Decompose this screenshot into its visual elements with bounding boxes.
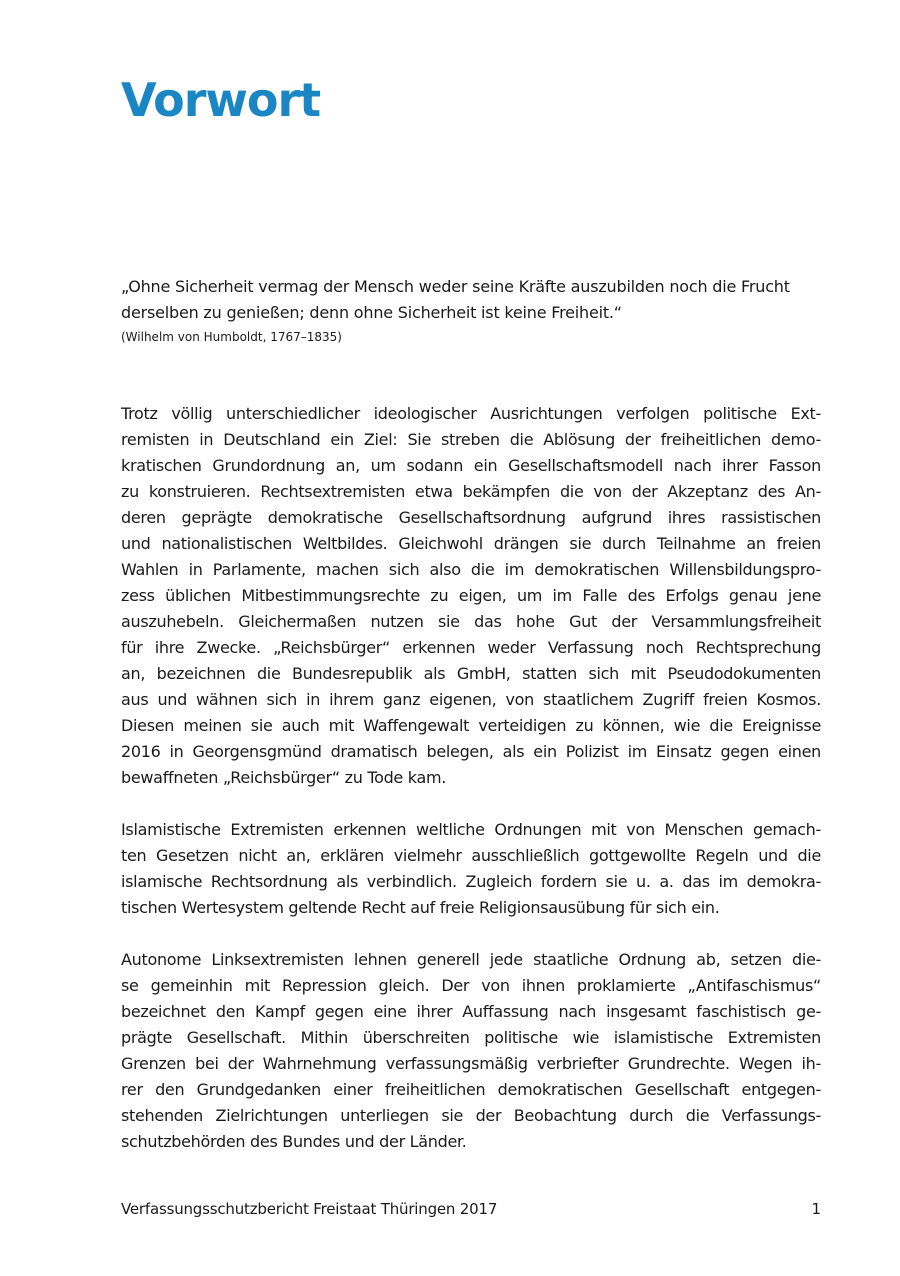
paragraph-1 [121,401,821,791]
page-footer [121,1198,821,1220]
text-line: kratischen Grundordnung an, um sodann ein Gesellschaftsmodell nach ihrer Fasson [121,456,821,475]
text-line: zu konstruieren. Rechtsextremisten etwa bekämpfen die von der Akzeptanz des An- [121,482,821,501]
text-line: Autonome Linksextremisten lehnen generell jede staatliche Ordnung ab, setzen die- [121,950,821,969]
text-line: Diesen meinen sie auch mit Waffengewalt verteidigen zu können, wie die Ereignisse [121,716,821,735]
paragraph-2 [121,817,821,921]
quote-line: derselben zu genießen; denn ohne Sicherheit ist keine Freiheit.“ [121,303,622,322]
text-line: Grenzen bei der Wahrnehmung verfassungsmäßig verbriefter Grundrechte. Wegen ih- [121,1054,821,1073]
body-text [121,401,821,1181]
page-number: 1 [811,1200,821,1218]
text-line: 2016 in Georgensgmünd dramatisch belegen, als ein Polizist im Einsatz gegen einen [121,742,821,761]
text-line: und nationalistischen Weltbildes. Gleichwohl drängen sie durch Teilnahme an freien [121,534,821,553]
text-line: bezeichnet den Kampf gegen eine ihrer Auffassung nach insgesamt faschistisch ge- [121,1002,821,1021]
text-line: ten Gesetzen nicht an, erklären vielmehr ausschließlich gottgewollte Regeln und die [121,846,821,865]
text-line: se gemeinhin mit Repression gleich. Der von ihnen proklamierte „Antifaschismus“ [121,976,821,995]
text-line: rer den Grundgedanken einer freiheitlichen demokratischen Gesellschaft entgegen- [121,1080,821,1099]
epigraph-quote [121,274,821,346]
text-line: stehenden Zielrichtungen unterliegen sie der Beobachtung durch die Verfassungs- [121,1106,821,1125]
text-line: auszuhebeln. Gleichermaßen nutzen sie das hohe Gut der Versammlungsfreiheit [121,612,821,631]
text-line: deren geprägte demokratische Gesellschaftsordnung aufgrund ihres rassistischen [121,508,821,527]
footer-title: Verfassungsschutzbericht Freistaat Thüringen 2017 [121,1200,498,1218]
text-line: prägte Gesellschaft. Mithin überschreiten politische wie islamistische Extremisten [121,1028,821,1047]
text-line: islamische Rechtsordnung als verbindlich. Zugleich fordern sie u. a. das im demokra- [121,872,821,891]
page-title: Vorwort [121,73,321,127]
text-line: bewaffneten „Reichsbürger“ zu Tode kam. [121,768,447,787]
text-line: schutzbehörden des Bundes und der Länder. [121,1132,467,1151]
text-line: zess üblichen Mitbestimmungsrechte zu eigen, um im Falle des Erfolgs genau jene [121,586,821,605]
text-line: Trotz völlig unterschiedlicher ideologischer Ausrichtungen verfolgen politische Ext- [121,404,821,423]
text-line: Islamistische Extremisten erkennen weltliche Ordnungen mit von Menschen gemach- [121,820,821,839]
quote-line: „Ohne Sicherheit vermag der Mensch weder seine Kräfte auszubilden noch die Frucht [121,277,790,296]
text-line: remisten in Deutschland ein Ziel: Sie streben die Ablösung der freiheitlichen demo- [121,430,821,449]
quote-source: (Wilhelm von Humboldt, 1767–1835) [121,330,342,344]
text-line: an, bezeichnen die Bundesrepublik als GmbH, statten sich mit Pseudodokumenten [121,664,821,683]
paragraph-3 [121,947,821,1155]
text-line: Wahlen in Parlamente, machen sich also die im demokratischen Willensbildungspro- [121,560,821,579]
text-line: tischen Wertesystem geltende Recht auf freie Religionsausübung für sich ein. [121,898,720,917]
text-line: für ihre Zwecke. „Reichsbürger“ erkennen weder Verfassung noch Rechtsprechung [121,638,821,657]
text-line: aus und wähnen sich in ihrem ganz eigenen, von staatlichem Zugriff freien Kosmos. [121,690,821,709]
